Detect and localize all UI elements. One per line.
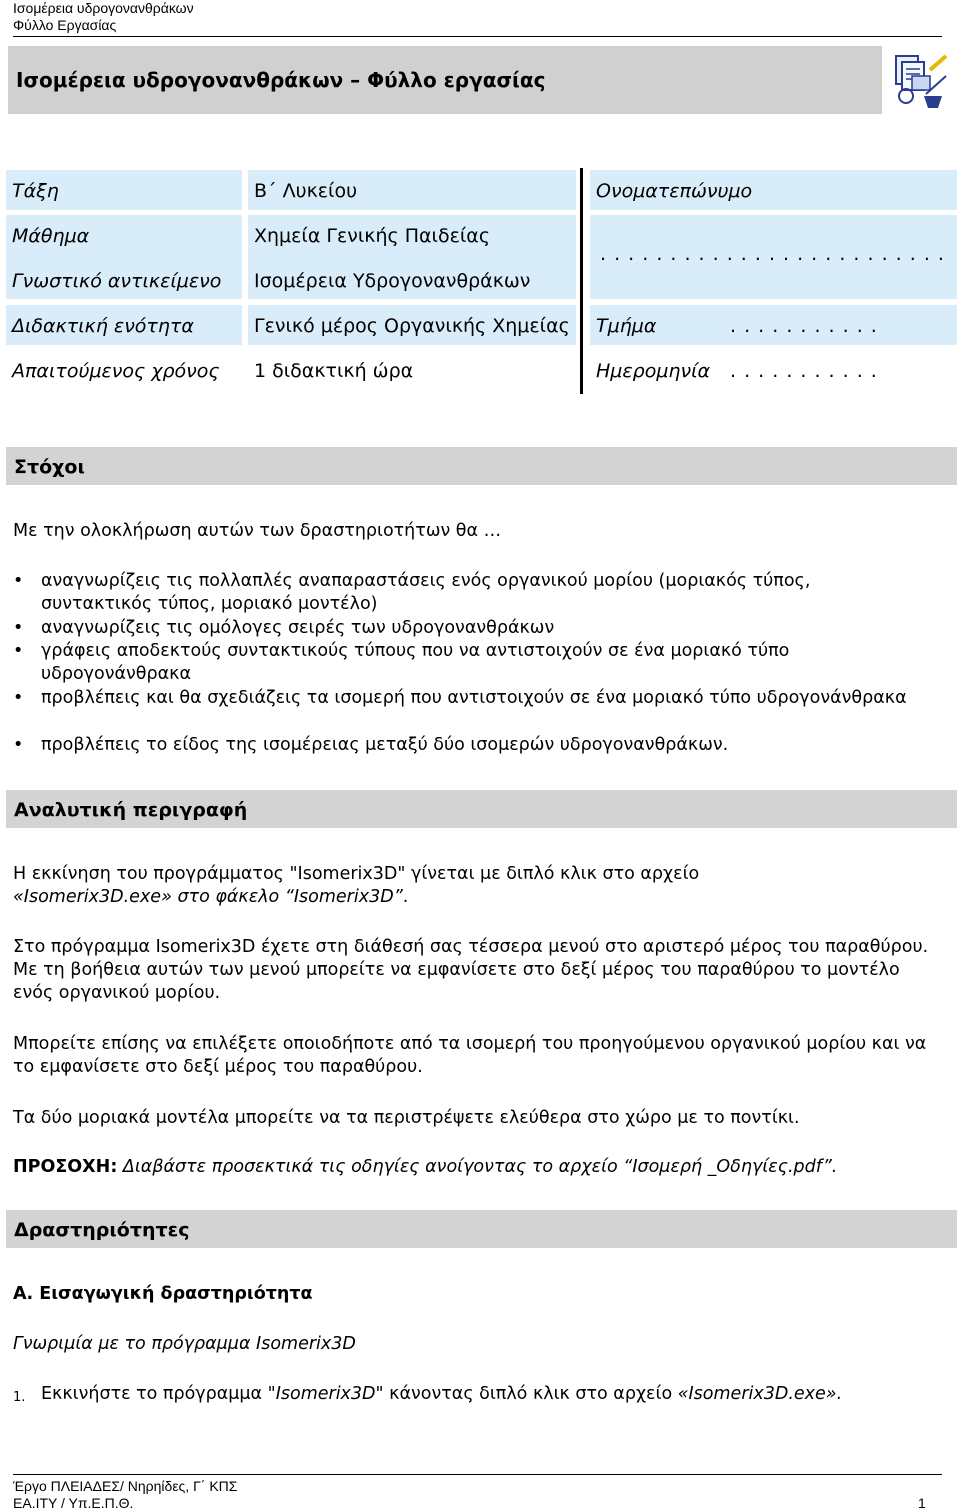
description-paragraph-4: Τα δύο μοριακά μοντέλα μπορείτε να τα περιστρέψετε ελεύθερα στο χώρο με το ποντίκι. xyxy=(13,1108,800,1128)
info-value-unit: Γενικό μέρος Οργανικής Χημείας xyxy=(248,305,576,345)
info-label-topic: Γνωστικό αντικείμενο xyxy=(12,270,222,292)
section-goals xyxy=(6,447,957,485)
info-table-divider xyxy=(580,168,583,394)
footer-org: ΕΑ.ΙΤΥ / Υπ.Ε.Π.Θ. xyxy=(13,1495,134,1511)
section-description xyxy=(6,790,957,828)
info-value-course-topic xyxy=(248,215,576,299)
info-label-name: Ονοματεπώνυμο xyxy=(590,170,957,210)
info-label-dept: Τμήμα xyxy=(596,315,657,337)
info-dept-dots: . . . . . . . . . . . xyxy=(730,315,878,337)
header-rule xyxy=(13,36,942,37)
info-value-topic: Ισομέρεια Υδρογονανθράκων xyxy=(254,270,531,292)
description-paragraph-3: Μπορείτε επίσης να επιλέξετε οποιοδήποτε από τα ισομερή του προηγούμενου οργανικού μορίου και να το εμφανίσετε στο δεξί μέρος του παραθύρου. xyxy=(13,1034,927,1077)
bullet-icon: • xyxy=(13,641,24,661)
warning-label: ΠΡΟΣΟΧΗ: xyxy=(13,1157,118,1177)
description-paragraph-1: Η εκκίνηση του προγράμματος "Isomerix3D" γίνεται με διπλό κλικ στο αρχείο «Isomerix3D.exe» στο φάκελο “Isomerix3D”. xyxy=(13,864,700,907)
info-value-course: Χημεία Γενικής Παιδείας xyxy=(254,225,490,247)
info-name-dots: . . . . . . . . . . . . . . . . . . . . . . . . . xyxy=(600,243,945,265)
worksheet-logo-icon xyxy=(890,50,952,112)
section-goals-title: Στόχοι xyxy=(14,456,85,478)
info-value-class: Β΄ Λυκείου xyxy=(248,170,576,210)
info-dept-field[interactable] xyxy=(590,305,957,345)
warning-text: Διαβάστε προσεκτικά τις οδηγίες ανοίγοντας το αρχείο “Ισομερή _Οδηγίες.pdf”. xyxy=(122,1157,838,1177)
page-title: Ισομέρεια υδρογονανθράκων – Φύλλο εργασίας xyxy=(16,68,546,92)
section-description-title: Αναλυτική περιγραφή xyxy=(14,799,248,821)
goals-intro: Με την ολοκλήρωση αυτών των δραστηριοτήτων θα … xyxy=(13,521,502,541)
info-label-class: Τάξη xyxy=(6,170,242,210)
activity-a-heading: Α. Εισαγωγική δραστηριότητα xyxy=(13,1284,313,1304)
description-paragraph-2: Στο πρόγραμμα Isomerix3D έχετε στη διάθεσή σας τέσσερα μενού στο αριστερό μέρος του παραθύρου. Με τη βοήθεια αυτών των μενού μπορείτε να εμφανίσετε στο δεξί μέρος του παραθύρου το μοντέλο ενός οργανικού μορίου. xyxy=(13,937,929,1003)
footer-project: Έργο ΠΛΕΙΑΔΕΣ/ Νηρηίδες, Γ΄ ΚΠΣ xyxy=(13,1478,238,1494)
section-activities-title: Δραστηριότητες xyxy=(14,1219,190,1241)
info-date-dots: . . . . . . . . . . . xyxy=(730,360,878,382)
info-label-time: Απαιτούμενος χρόνος xyxy=(6,350,242,390)
info-date-field[interactable] xyxy=(590,350,957,390)
info-name-field[interactable] xyxy=(590,215,957,299)
step-number: 1. xyxy=(13,1390,26,1405)
info-label-date: Ημερομηνία xyxy=(596,360,711,382)
page-title-bar xyxy=(8,46,882,114)
footer-rule xyxy=(13,1474,942,1475)
bullet-icon: • xyxy=(13,618,24,638)
running-header-title: Ισομέρεια υδρογονανθράκων xyxy=(13,0,194,16)
bullet-icon: • xyxy=(13,688,24,708)
running-header-subtitle: Φύλλο Εργασίας xyxy=(13,17,117,33)
bullet-icon: • xyxy=(13,571,24,591)
section-activities xyxy=(6,1210,957,1248)
info-label-unit: Διδακτική ενότητα xyxy=(6,305,242,345)
info-label-course-topic xyxy=(6,215,242,299)
activity-a-subtitle: Γνωριμία με το πρόγραμμα Isomerix3D xyxy=(13,1334,356,1354)
bullet-icon: • xyxy=(13,735,24,755)
info-label-course: Μάθημα xyxy=(12,225,90,247)
info-value-time: 1 διδακτική ώρα xyxy=(248,350,576,390)
warning-note xyxy=(13,1156,943,1179)
page-number: 1 xyxy=(918,1495,926,1511)
